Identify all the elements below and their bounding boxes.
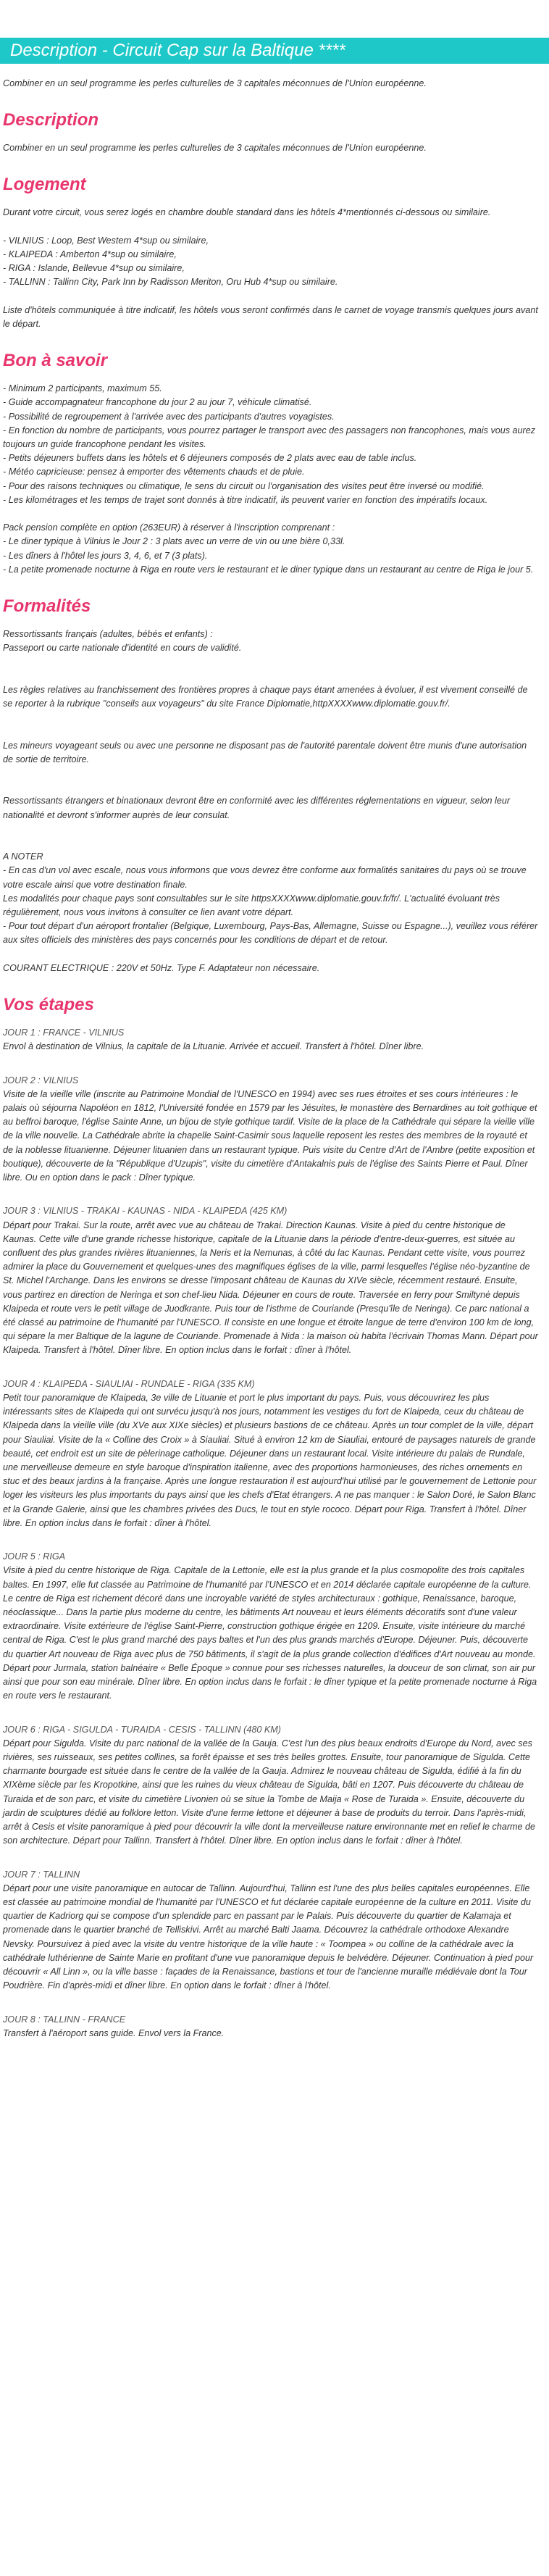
section-title-formalites: Formalités	[3, 596, 91, 617]
text-line: - Les dîners à l'hôtel les jours 3, 4, 6, et 7 (3 plats).	[3, 550, 208, 561]
etapes-block	[3, 1026, 539, 2041]
step-body: Départ pour Sigulda. Visite du parc national de la vallée de la Gauja. C'est l'un des plus beaux endroits d'Europe du Nord, avec ses rivières, ses ruisseaux, ses petites collines, sa forêt épaisse et ses très belles grottes. Ensuite, tour panoramique de Sigulda. Cette charmante bourgade est située dans le centre de la vallée de la Gauja. Admirez le nouveau château de Sigulda, édifié à la fin du XIXème siècle par les Kropotkine, ainsi que les ruines du vieux château de Sigulda, bâti en 1207. Puis découverte du château de Turaida et de son parc, et visite du cimetière Livonien où se situe la Tombe de Maija « Rose de Turaida ». Ensuite, découverte du jardin de sculptures dédié au folklore letton. Visite d'une ferme lettone et déjeuner à base de produits du terroir. Dans l'après-midi, arrêt à Cesis et visite panoramique à pied pour découvrir la ville dont la merveilleuse nature environnante met en relief le charme de son architecture. Départ pour Tallinn. Transfert à l'hôtel. Dîner libre. En option inclus dans le forfait : dîner à l'hôtel.	[3, 1738, 536, 1846]
blank-line	[3, 220, 539, 234]
blank-line	[3, 1848, 539, 1862]
step-item	[3, 1026, 539, 1054]
section-title-bon-a-savoir: Bon à savoir	[3, 351, 108, 371]
text-line: - VILNIUS : Loop, Best Western 4*sup ou similaire,	[3, 235, 209, 246]
section-title-description: Description	[3, 110, 99, 130]
step-body: Transfert à l'aéroport sans guide. Envol vers la France.	[3, 2027, 225, 2038]
blank-line	[3, 711, 539, 725]
text-line: - Possibilité de regroupement à l'arrivée avec des participants d'autres voyagistes.	[3, 411, 335, 422]
step-body: Visite à pied du centre historique de Riga. Capitale de la Lettonie, elle est la plus grande et la plus cosmopolite des trois capitales baltes. En 1997, elle fut classée au Patrimoine de l'humanité par l'UNESCO et en 2014 déclarée capitale européenne de la culture. Le centre de Riga est richement décoré dans une incroyable variété de styles architecturaux : gothique, Renaissance, baroque, néoclassique... Dans la partie plus moderne du centre, les bâtiments Art nouveau et leurs éléments décoratifs sont d'une valeur extraordinaire. Visite extérieure de l'église Saint-Pierre, construction gothique érigée en 1209. Ensuite, visite intérieure du marché central de Riga. C'est le plus grand marché des pays baltes et l'un des plus grands marchés d'Europe. Déjeuner. Puis, découverte du quartier Art nouveau de Riga avec plus de 750 bâtiments, il s'agit de la plus grande collection d'édifices d'Art nouveau au monde. Départ pour Jurmala, station balnéaire « Belle Époque » connue pour ses richesses naturelles, la douceur de son climat, son air pur ainsi que pour son eau minérale. Dîner libre. En option inclus dans le forfait : le dîner typique et la petite promenade nocturne à Riga en route vers le restaurant.	[3, 1565, 537, 1701]
step-body: Départ pour une visite panoramique en autocar de Tallinn. Aujourd'hui, Tallinn est l'une des plus belles capitales européennes. Elle est classée au patrimoine mondial de l'humanité par l'UNESCO et fut déclarée capitale européenne de la culture en 2011. Visite du quartier de Kadriorg qui se compose d'un splendide parc en passant par le Palais. Puis découverte du quartier de Kalamaja et promenade dans le quartier branché de Telliskivi. Arrêt au marché Balti Jaama. Découvrez la cathédrale orthodoxe Alexandre Nevsky. Poursuivez à pied avec la visite du ventre historique de la ville haute : « Toompea » ou colline de la cathédrale avec la cathédrale luthérienne de Sainte Marie en profitant d'une vue panoramique depuis le belvédère. Déjeuner. Continuation à pied pour découvrir « All Linn », ou la ville basse : façades de la Renaissance, bastions et tour de l'ancienne muraille médiévale dont la Tour Poudrière. Fin d'après-midi et dîner libre. En option dans le forfait : dîner à l'hôtel.	[3, 1883, 534, 1991]
blank-line	[3, 780, 539, 794]
step-body: Envol à destination de Vilnius, la capitale de la Lituanie. Arrivée et accueil. Transfert à l'hôtel. Dîner libre.	[3, 1041, 424, 1052]
section-title-logement: Logement	[3, 175, 86, 195]
step-title: JOUR 4 : KLAIPEDA - SIAULIAI - RUNDALE - RIGA (335 KM)	[3, 1378, 255, 1389]
step-body: Visite de la vieille ville (inscrite au Patrimoine Mondial de l'UNESCO en 1994) avec ses rues étroites et ses cours intérieures : le palais où séjourna Napoléon en 1812, l'Université fondée en 1579 par les Jésuites, le monastère des Bernardines au toit gothique et au beffroi baroque, l'église Sainte Anne, un bijou de style gothique tardif. Visite de la place de la Cathédrale qui sépare la vieille ville de la ville nouvelle. La Cathédrale abrite la chapelle Saint-Casimir sous laquelle reposent les restes des membres de la royauté et de la noblesse lituanienne. Déjeuner lituanien dans un restaurant typique. Puis visite du Centre d'Art de l'Ambre (petite exposition et boutique), découverte de la "République d'Uzupis", visite du cimetière d'Antakalnis puis de l'église des Saints Pierre et Paul. Dîner libre. Ou en option dans le pack : Dîner typique.	[3, 1088, 537, 1183]
text-line: - Pour des raisons techniques ou climatique, le sens du circuit ou l'organisation des visites peut être inversé ou modifié.	[3, 480, 485, 491]
text-line: - Le diner typique à Vilnius le Jour 2 : 3 plats avec un verre de vin ou une bière 0,33l.	[3, 536, 345, 547]
blank-line	[3, 1530, 539, 1544]
text-line: Les mineurs voyageant seuls ou avec une personne ne disposant pas de l'autorité parentale doivent être munis d'une autorisation de sortie de territoire.	[3, 740, 527, 764]
text-line: - Les kilométrages et les temps de trajet sont donnés à titre indicatif, ils peuvent varier en fonction des impératifs locaux.	[3, 494, 488, 505]
text-line: - Pour tout départ d'un aéroport frontalier (Belgique, Luxembourg, Pays-Bas, Allemagne, Suisse ou Espagne...), veuillez vous référer aux sites officiels des ministères des pays concernés pour les conditions de départ et de retour.	[3, 921, 538, 946]
text-line: - TALLINN : Tallinn City, Park Inn by Radisson Meriton, Oru Hub 4*sup ou similaire.	[3, 277, 338, 288]
blank-line	[3, 822, 539, 836]
bon-a-savoir-block	[3, 382, 539, 577]
logement-block	[3, 206, 539, 331]
page-banner: Description - Circuit Cap sur la Baltique ****	[0, 38, 549, 64]
blank-line	[3, 290, 539, 304]
step-item	[3, 1204, 539, 1357]
blank-line	[3, 1703, 539, 1717]
description-text: Combiner en un seul programme les perles culturelles de 3 capitales méconnues de l'Union européenne.	[3, 143, 427, 154]
text-line: A NOTER	[3, 851, 43, 862]
text-line: Passeport ou carte nationale d'identité en cours de validité.	[3, 643, 242, 654]
step-title: JOUR 5 : RIGA	[3, 1551, 66, 1562]
blank-line	[3, 507, 539, 521]
step-item	[3, 1074, 539, 1185]
text-line: - En fonction du nombre de participants, vous pourrez partager le transport avec des passagers non francophones, mais vous aurez toujours un guide francophone pendant les visites.	[3, 425, 536, 450]
text-line: Ressortissants étrangers et binationaux devront être en conformité avec les différentes réglementations en vigueur, selon leur nationalité et devront s'informer auprès de leur consulat.	[3, 796, 511, 820]
section-title-etapes: Vos étapes	[3, 994, 94, 1014]
step-title: JOUR 8 : TALLINN - FRANCE	[3, 2014, 126, 2025]
text-line: Durant votre circuit, vous serez logés en chambre double standard dans les hôtels 4*mentionnés ci-dessous ou similaire.	[3, 207, 491, 218]
step-title: JOUR 1 : FRANCE - VILNIUS	[3, 1027, 125, 1038]
text-line: - KLAIPEDA : Amberton 4*sup ou similaire,	[3, 249, 177, 259]
text-line: - La petite promenade nocturne à Riga en route vers le restaurant et le diner typique dans un restaurant au centre de Riga le jour 5.	[3, 564, 534, 575]
step-body: Petit tour panoramique de Klaipeda, 3e ville de Lituanie et port le plus important du pays. Puis, vous découvrirez les plus intéressants sites de Klaipeda qui ont survécu jusqu'à nos jours, notamment les vestiges du fort de Klaipeda, ceux du château de Klaipeda dans la vieille ville (du XVe aux XIXe siècles) et plusieurs bastions de ce château. Après un tour complet de la ville, départ pour Siauliai. Visite de la « Colline des Croix » à Siauliai. Situé à environ 12 km de Siauliai, entouré de paysages naturels de grande beauté, cet endroit est un site de pèlerinage catholique. Déjeuner dans un restaurant local. Visite intérieure du palais de Rundale, une merveilleuse demeure en style baroque d'inspiration italienne, avec des proportions harmonieuses, des riches ornements en stuc et des beaux jardins à la française. Après une longue restauration il est aujourd'hui utilisé par le gouvernement de Lettonie pour loger les visiteurs les plus importants du pays ainsi que les chefs d'Etat étrangers. A ne pas manquer : le Salon Doré, le Salon Blanc et la Grande Galerie, ainsi que les chambres privées des Ducs, le tout en style rococo. Départ pour Riga. Transfert à l'hôtel. Dîner libre. En option inclus dans le forfait : dîner à l'hôtel.	[3, 1393, 537, 1528]
formalites-block	[3, 628, 539, 975]
blank-line	[3, 725, 539, 738]
text-line: - Petits déjeuners buffets dans les hôtels et 6 déjeuners composés de 2 plats avec eau de table inclus.	[3, 453, 417, 464]
step-item	[3, 1550, 539, 1703]
main-content	[0, 64, 549, 2041]
step-body: Départ pour Trakai. Sur la route, arrêt avec vue au château de Trakai. Direction Kaunas. Visite à pied du centre historique de Kaunas. Cette ville d'une grande richesse historique, capitale de la Lituanie dans la période d'entre-deux-guerres, est située au confluent des plus grandes rivières lituaniennes, la Neris et la Nemunas, à côté du lac Kaunas. Pendant cette visite, vous pourrez admirer la place du Gouvernement et quelques-unes des magnifiques églises de la ville, parmi lesquelles l'église néo-byzantine de St. Michel l'Archange. Dans les environs se dresse l'imposant château de Kaunas du XIVe siècle, récemment restauré. Ensuite, vous partirez en direction de Neringa et son chef-lieu Nida. Déjeuner en cours de route. Traversée en ferry pour Smiltynė depuis Klaipeda et route vers le petit village de Juodkrante. Puis tour de l'isthme de Couriande (Presqu'île de Neringa). Ce parc national a été classé au patrimoine de l'humanité par l'UNESCO. Il consiste en une longue et étroite langue de terre d'environ 100 km de long, qui sépare la mer Baltique de la lagune de Couriande. Promenade à Nida : la maison où habita l'écrivain Thomas Mann. Départ pour Klaipeda. Transfert à l'hôtel. Dîner libre. En option inclus dans le forfait : dîner à l'hôtel.	[3, 1220, 538, 1356]
text-line: Les règles relatives au franchissement des frontières propres à chaque pays étant amenées à évoluer, il est vivement conseillé de se reporter à la rubrique "conseils aux voyageurs" du site France Diplomatie,httpXXXXwww.diplomatie.gouv.fr/.	[3, 684, 528, 709]
blank-line	[3, 670, 539, 683]
text-line: - En cas d'un vol avec escale, nous vous informons que vous devrez être conforme aux formalités sanitaires du pays où se trouve votre escale ainsi que votre destination finale.	[3, 865, 527, 890]
step-title: JOUR 7 : TALLINN	[3, 1869, 80, 1880]
step-title: JOUR 2 : VILNIUS	[3, 1075, 79, 1085]
blank-line	[3, 655, 539, 669]
blank-line	[3, 1185, 539, 1199]
step-item	[3, 2013, 539, 2041]
text-line: COURANT ELECTRIQUE : 220V et 50Hz. Type F. Adaptateur non nécessaire.	[3, 962, 320, 973]
text-line: Les modalités pour chaque pays sont consultables sur le site httpsXXXXwww.diplomatie.gouv.fr/fr/. L'actualité évoluant très régulièrement, nous vous invitons à consulter ce lien avant votre départ.	[3, 893, 500, 917]
blank-line	[3, 1993, 539, 2006]
step-title: JOUR 3 : VILNIUS - TRAKAI - KAUNAS - NIDA - KLAIPEDA (425 KM)	[3, 1206, 288, 1217]
text-line: Pack pension complète en option (263EUR) à réserver à l'inscription comprenant :	[3, 522, 335, 533]
blank-line	[3, 948, 539, 962]
blank-line	[3, 836, 539, 850]
blank-line	[3, 1054, 539, 1067]
text-line: - Guide accompagnateur francophone du jour 2 au jour 7, véhicule climatisé.	[3, 397, 312, 408]
text-line: Liste d'hôtels communiquée à titre indicatif, les hôtels vous seront confirmés dans le carnet de voyage transmis quelques jours avant le départ.	[3, 304, 538, 329]
intro-text: Combiner en un seul programme les perles culturelles de 3 capitales méconnues de l'Union européenne.	[3, 78, 427, 88]
text-line: - RIGA : Islande, Bellevue 4*sup ou similaire,	[3, 263, 185, 274]
blank-line	[3, 767, 539, 780]
text-line: Ressortissants français (adultes, bébés et enfants) :	[3, 629, 213, 640]
text-line: - Météo capricieuse: pensez à emporter des vêtements chauds et de pluie.	[3, 467, 305, 478]
text-line: - Minimum 2 participants, maximum 55.	[3, 383, 162, 394]
blank-line	[3, 1358, 539, 1372]
step-title: JOUR 6 : RIGA - SIGULDA - TURAIDA - CESIS - TALLINN (480 KM)	[3, 1724, 281, 1735]
step-item	[3, 1377, 539, 1530]
step-item	[3, 1723, 539, 1848]
step-item	[3, 1868, 539, 1993]
